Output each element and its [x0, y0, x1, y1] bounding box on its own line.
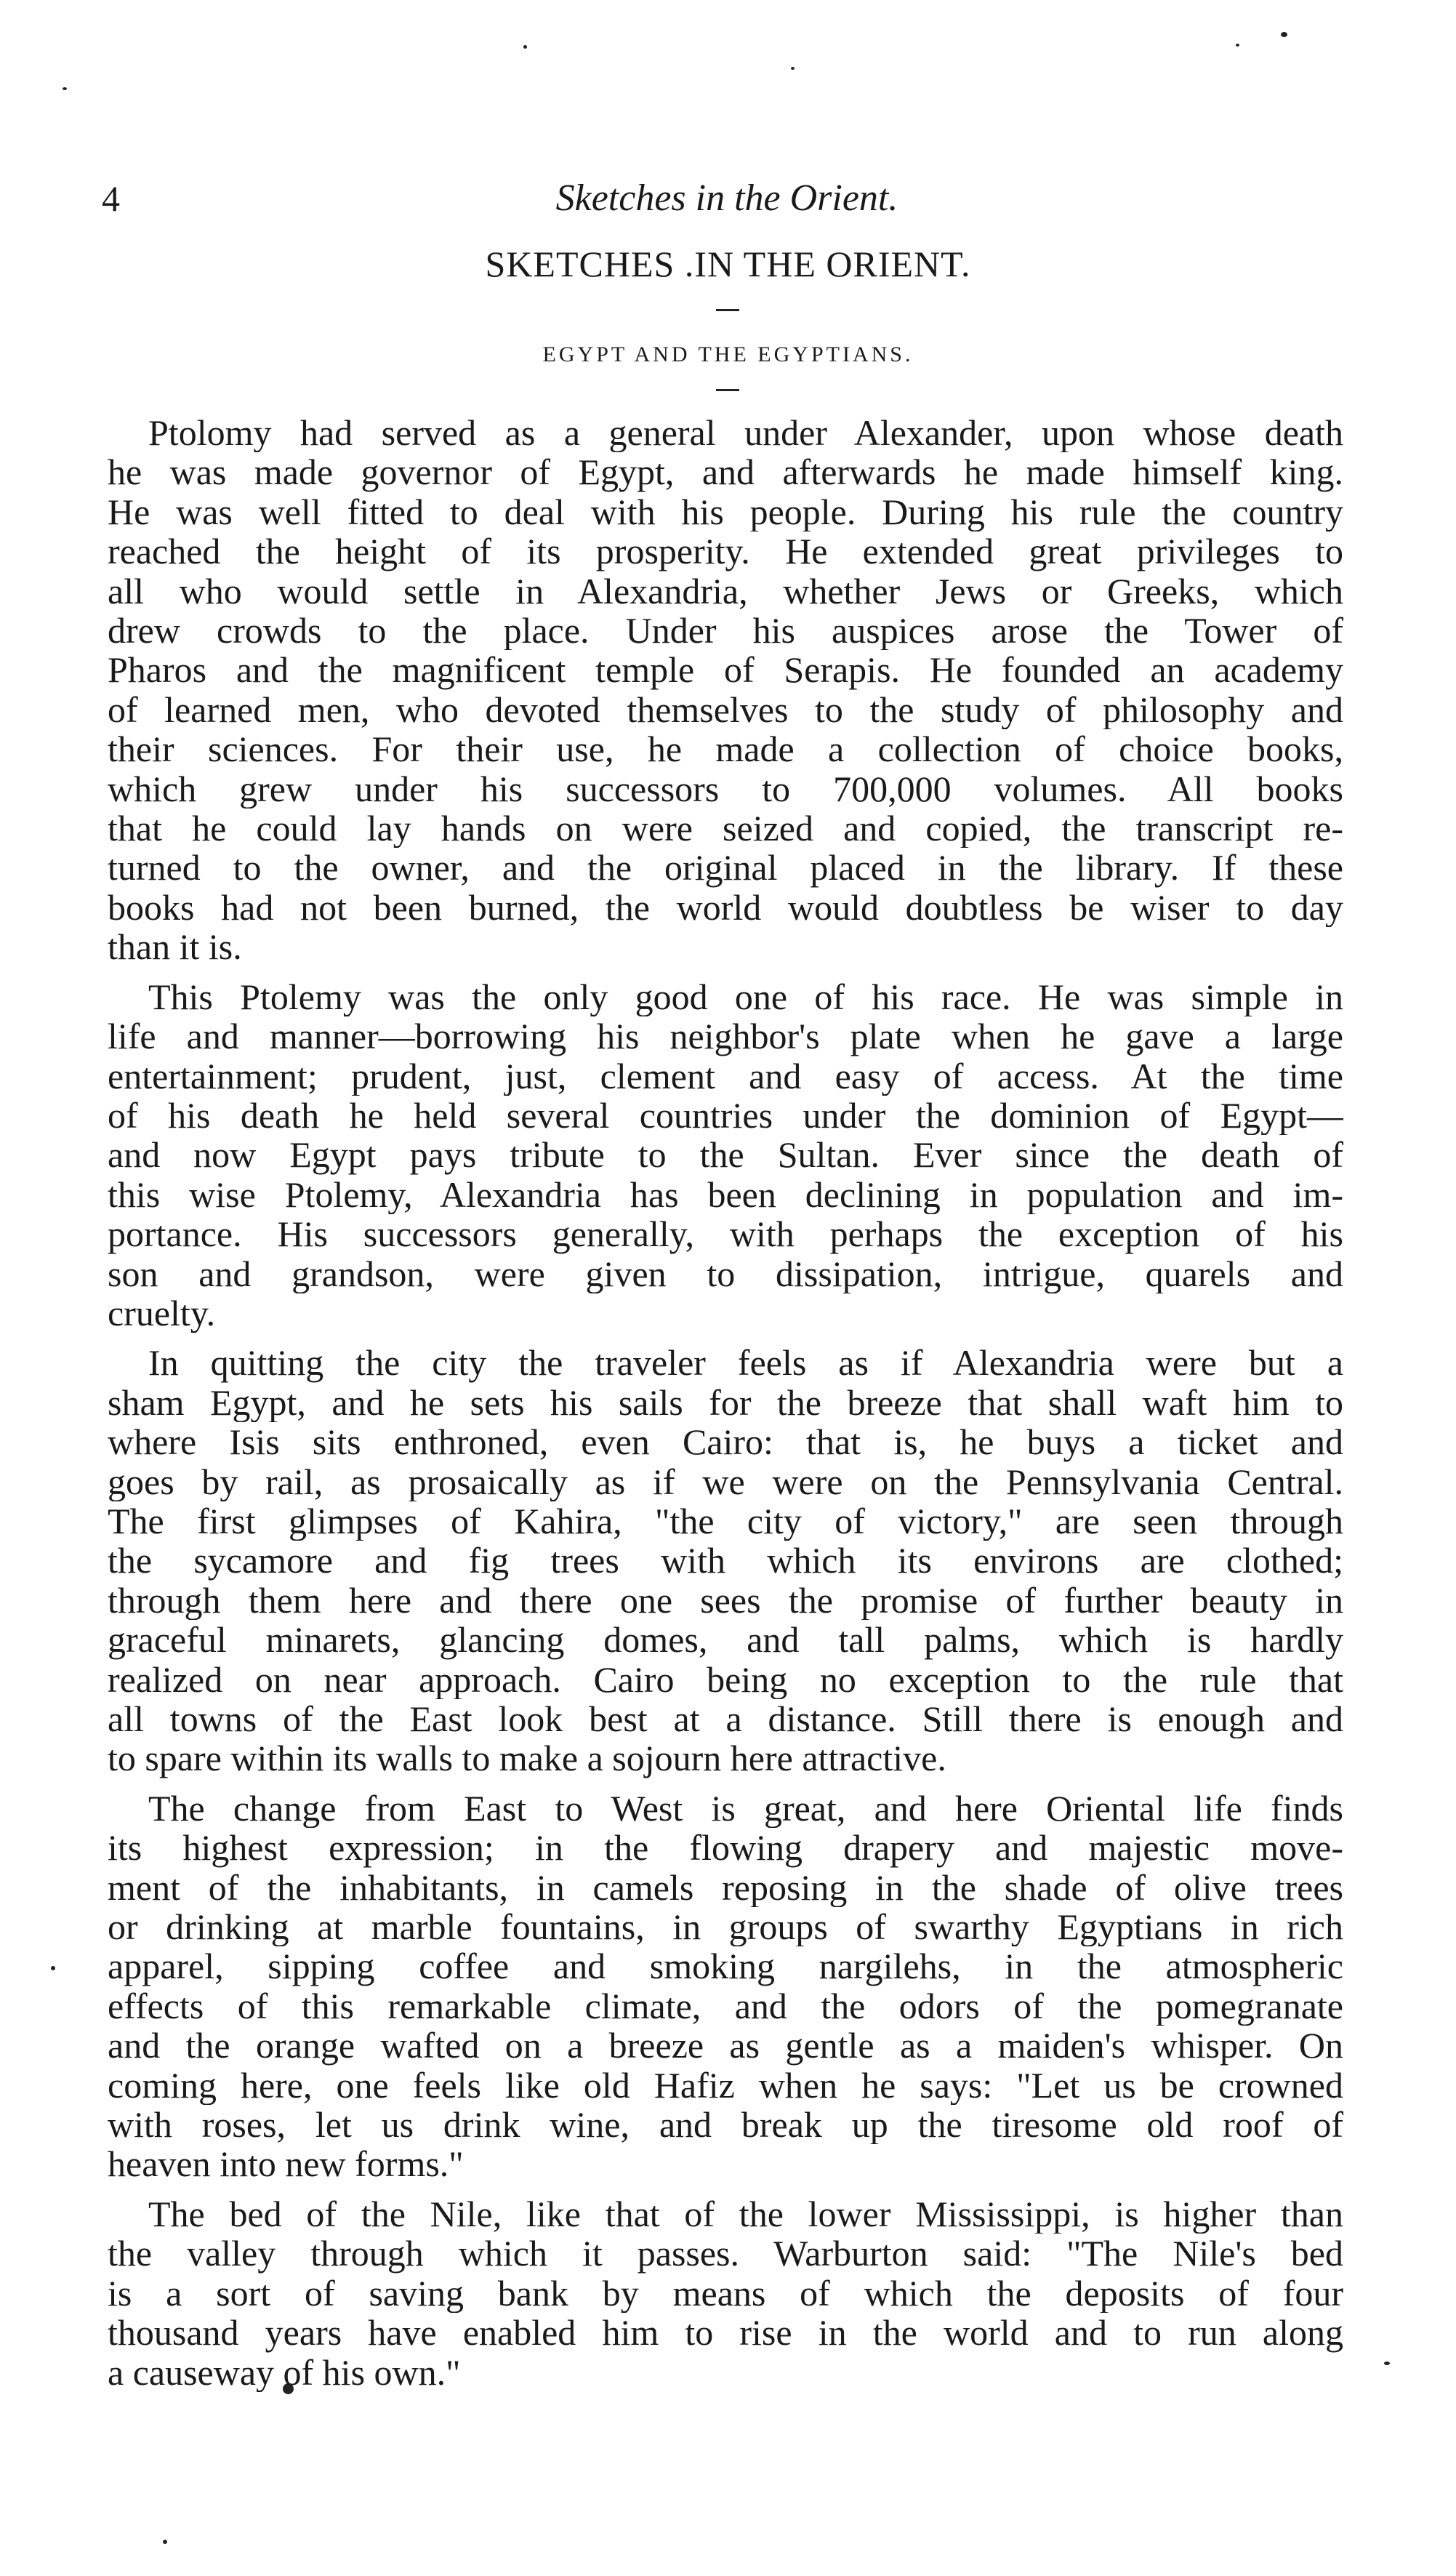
section-title: EGYPT AND THE EGYPTIANS.	[542, 342, 914, 366]
text-line: of learned men, who devoted themselves to the study of philosophy and	[108, 689, 1343, 730]
print-speck	[523, 45, 527, 49]
text-line: son and grandson, were given to dissipation, intrigue, quarels and	[108, 1253, 1343, 1293]
text-line: the sycamore and fig trees with which its environs are clothed;	[108, 1541, 1343, 1581]
text-line: sham Egypt, and he sets his sails for the breeze that shall waft him to	[108, 1382, 1343, 1423]
print-speck	[791, 67, 795, 70]
text-line: In quitting the city the traveler feels as if Alexandria were but a	[148, 1343, 1343, 1383]
text-line: with roses, let us drink wine, and break up the tiresome old roof of	[108, 2105, 1343, 2145]
text-line: cruelty.	[108, 1293, 216, 1333]
text-line: all who would settle in Alexandria, whether Jews or Greeks, which	[108, 571, 1343, 611]
text-line: where Isis sits enthroned, even Cairo: that is, he buys a ticket and	[108, 1422, 1343, 1462]
text-line: Pharos and the magnificent temple of Serapis. He founded an academy	[108, 650, 1343, 690]
text-line: their sciences. For their use, he made a collection of choice books,	[108, 729, 1343, 769]
text-line: The first glimpses of Kahira, "the city of victory," are seen through	[108, 1501, 1343, 1541]
paragraph	[108, 1789, 1343, 2184]
page-number: 4	[102, 178, 120, 219]
chapter-title: SKETCHES .IN THE ORIENT.	[485, 244, 971, 284]
text-line: heaven into new forms."	[108, 2144, 464, 2184]
text-line: ment of the inhabitants, in camels reposing in the shade of olive trees	[108, 1867, 1343, 1908]
print-speck	[51, 1966, 55, 1970]
paragraph	[108, 413, 1343, 967]
text-line: The change from East to West is great, and here Oriental life finds	[148, 1788, 1343, 1829]
text-line: the valley through which it passes. Warburton said: "The Nile's bed	[108, 2234, 1343, 2274]
text-line: of his death he held several countries under the dominion of Egypt—	[108, 1095, 1343, 1136]
text-line: life and manner—borrowing his neighbor's plate when he gave a large	[108, 1016, 1343, 1056]
text-line: goes by rail, as prosaically as if we were on the Pennsylvania Central.	[108, 1461, 1343, 1501]
paragraph	[108, 1343, 1343, 1778]
text-line: portance. His successors generally, with perhaps the exception of his	[108, 1214, 1343, 1254]
text-line: than it is.	[108, 927, 242, 967]
title-rule	[716, 309, 739, 311]
text-line: drew crowds to the place. Under his auspices arose the Tower of	[108, 611, 1343, 651]
text-line: coming here, one feels like old Hafiz when he says: "Let us be crowned	[108, 2065, 1343, 2106]
text-line: he was made governor of Egypt, and afterwards he made himself king.	[108, 452, 1343, 492]
text-line: to spare within its walls to make a sojourn here attractive.	[108, 1738, 946, 1778]
section-rule	[716, 389, 739, 391]
text-line: graceful minarets, glancing domes, and tall palms, which is hardly	[108, 1620, 1343, 1660]
text-line: Ptolomy had served as a general under Alexander, upon whose death	[148, 413, 1343, 453]
text-line: The bed of the Nile, like that of the lower Mississippi, is higher than	[148, 2194, 1343, 2234]
text-line: reached the height of its prosperity. He extended great privileges to	[108, 531, 1343, 571]
text-line: entertainment; prudent, just, clement and easy of access. At the time	[108, 1056, 1343, 1096]
text-line: that he could lay hands on were seized and copied, the transcript re-	[108, 808, 1343, 848]
text-line: This Ptolemy was the only good one of his race. He was simple in	[148, 976, 1343, 1017]
text-line: or drinking at marble fountains, in groups of swarthy Egyptians in rich	[108, 1907, 1343, 1947]
print-speck	[1281, 32, 1287, 37]
text-line: through them here and there one sees the promise of further beauty in	[108, 1580, 1343, 1621]
text-line: this wise Ptolemy, Alexandria has been declining in population and im-	[108, 1174, 1343, 1215]
text-line: He was well fitted to deal with his people. During his rule the country	[108, 491, 1343, 532]
text-line: a causeway of his own."	[108, 2352, 461, 2392]
running-title: Sketches in the Orient.	[555, 177, 898, 219]
print-speck	[1236, 44, 1239, 47]
text-line: and now Egypt pays tribute to the Sultan. Ever since the death of	[108, 1135, 1343, 1175]
text-line: its highest expression; in the flowing drapery and majestic move-	[108, 1828, 1343, 1868]
text-line: apparel, sipping coffee and smoking nargilehs, in the atmospheric	[108, 1946, 1343, 1986]
text-line: effects of this remarkable climate, and the odors of the pomegranate	[108, 1986, 1343, 2026]
text-line: realized on near approach. Cairo being no exception to the rule that	[108, 1659, 1343, 1699]
print-speck	[63, 87, 67, 90]
print-speck	[163, 2540, 167, 2544]
text-line: all towns of the East look best at a distance. Still there is enough and	[108, 1699, 1343, 1739]
paragraph	[108, 977, 1343, 1333]
text-line: is a sort of saving bank by means of which the deposits of four	[108, 2273, 1343, 2314]
body-text	[108, 413, 1343, 2402]
text-line: and the orange wafted on a breeze as gentle as a maiden's whisper. On	[108, 2026, 1343, 2066]
text-line: which grew under his successors to 700,000 volumes. All books	[108, 769, 1343, 809]
print-speck	[1384, 2362, 1390, 2365]
text-line: thousand years have enabled him to rise in the world and to run along	[108, 2313, 1343, 2353]
paragraph	[108, 2194, 1343, 2392]
running-head	[102, 177, 1352, 228]
text-line: turned to the owner, and the original placed in the library. If these	[108, 848, 1343, 888]
text-line: books had not been burned, the world would doubtless be wiser to day	[108, 887, 1343, 928]
